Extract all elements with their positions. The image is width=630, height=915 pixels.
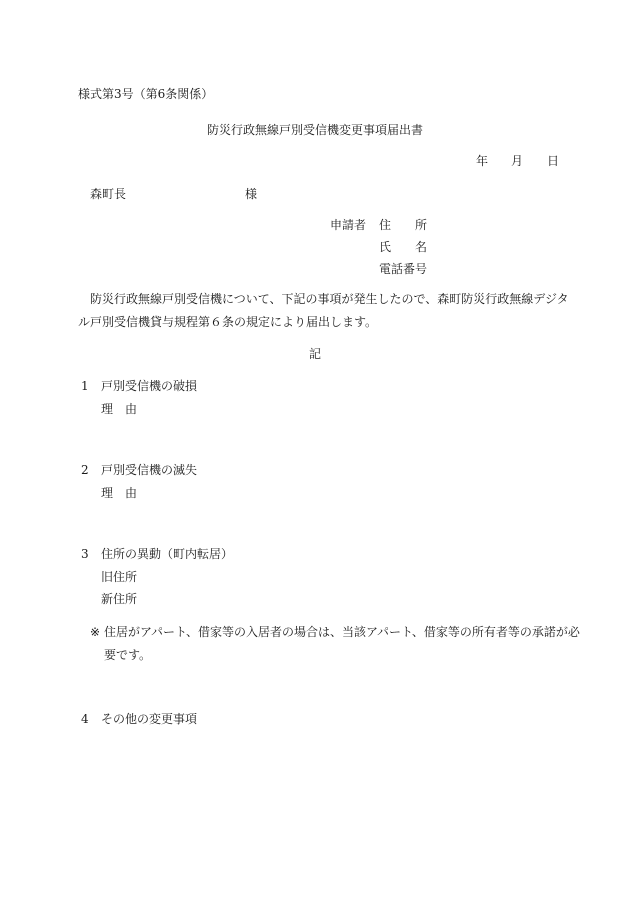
date-month-label: 月 — [511, 154, 524, 168]
item-1-title: 戸別受信機の破損 — [101, 379, 198, 393]
applicant-address-label: 住 所 — [379, 218, 428, 232]
applicant-phone-label: 電話番号 — [379, 262, 428, 276]
ki-heading: 記 — [308, 347, 321, 361]
applicant-name-label: 氏 名 — [379, 240, 428, 254]
applicant-label: 申請者 — [330, 218, 367, 232]
note-text: 住居がアパート、借家等の入居者の場合は、当該アパート、借家等の所有者等の承諾が必要です。 — [104, 625, 580, 662]
addressee-name: 森町長 — [90, 187, 127, 201]
item-1-reason-label: 理 由 — [101, 402, 138, 416]
item-3-old-address-label: 旧住所 — [101, 570, 138, 584]
item-4-title: その他の変更事項 — [101, 712, 198, 726]
item-4-number: 4 — [81, 712, 89, 726]
item-2-reason-label: 理 由 — [101, 486, 138, 500]
body-paragraph: 防災行政無線戸別受信機について、下記の事項が発生したので、森町防災行政無線デジタル戸別受信機貸与規程第６条の規定により届出します。 — [78, 292, 569, 329]
document-title: 防災行政無線戸別受信機変更事項届出書 — [206, 123, 423, 137]
item-2-number: 2 — [81, 463, 89, 477]
item-3-new-address-label: 新住所 — [101, 592, 138, 606]
item-2-title: 戸別受信機の滅失 — [101, 463, 198, 477]
form-number: 様式第3号（第6条関係） — [78, 87, 214, 101]
date-day-label: 日 — [547, 154, 560, 168]
note-mark: ※ — [90, 625, 101, 639]
item-3-number: 3 — [81, 547, 89, 561]
item-3-title: 住所の異動（町内転居） — [101, 547, 234, 561]
addressee-honorific: 様 — [245, 187, 258, 201]
date-year-label: 年 — [476, 154, 489, 168]
item-1-number: 1 — [81, 379, 89, 393]
